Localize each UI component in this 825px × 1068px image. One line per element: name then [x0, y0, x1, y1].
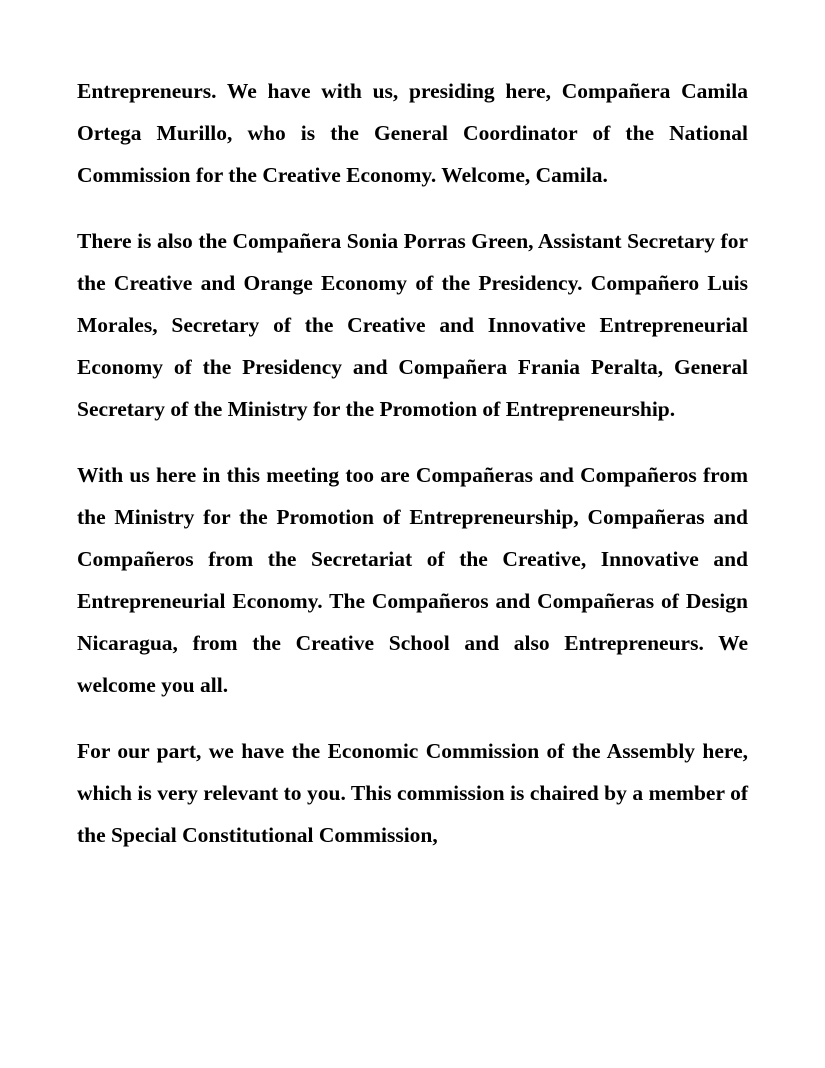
- paragraph-4: For our part, we have the Economic Commission of the Assembly here, which is very relevant to you. This commission is chaired by a member of the Special Constitutional Commission,: [77, 739, 748, 847]
- document-page: [77, 70, 748, 880]
- paragraph-1: Entrepreneurs. We have with us, presiding here, Compañera Camila Ortega Murillo, who is the General Coordinator of the National Commission for the Creative Economy. Welcome, Camila.: [77, 79, 748, 187]
- paragraph-2: There is also the Compañera Sonia Porras Green, Assistant Secretary for the Creative and Orange Economy of the Presidency. Compañero Luis Morales, Secretary of the Creative and Innovative Entrepreneurial Economy of the Presidency and Compañera Frania Peralta, General Secretary of the Ministry for the Promotion of Entrepreneurship.: [77, 229, 748, 421]
- paragraph-3: With us here in this meeting too are Compañeras and Compañeros from the Ministry for the Promotion of Entrepreneurship, Compañeras and Compañeros from the Secretariat of the Creative, Innovative and Entrepreneurial Economy. The Compañeros and Compañeras of Design Nicaragua, from the Creative School and also Entrepreneurs. We welcome you all.: [77, 463, 748, 697]
